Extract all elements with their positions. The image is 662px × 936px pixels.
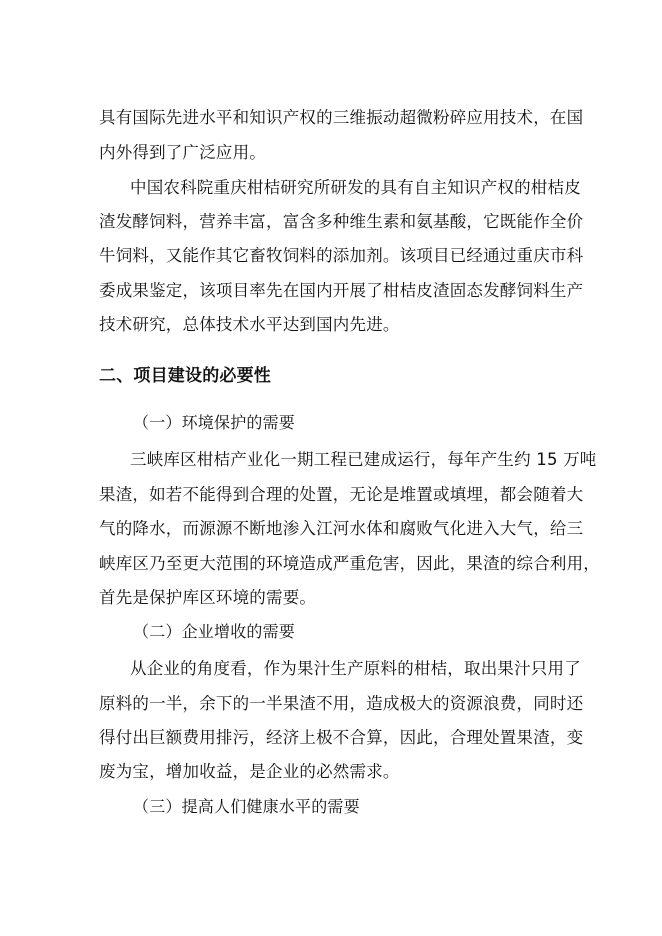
- para1-line-1: 具有国际先进水平和知识产权的三维振动超微粉碎应用技术，在国: [99, 108, 584, 127]
- sub2-line-3: 得付出巨额费用排污，经济上极不合算，因此，合理处置果渣，变: [99, 728, 584, 747]
- sub1-line-1: 三峡库区柑桔产业化一期工程已建成运行，每年产生约 15 万吨: [130, 450, 597, 469]
- sub2-line-4: 废为宝，增加收益，是企业的必然需求。: [99, 762, 400, 781]
- subsection-2-title: （二）企业增收的需要: [133, 622, 296, 641]
- para1-line-2: 内外得到了广泛应用。: [99, 143, 266, 162]
- sub1-line-4: 峡库区乃至更大范围的环境造成严重危害，因此，果渣的综合利用，: [99, 554, 600, 573]
- sub1-line-2: 果渣，如若不能得到合理的处置，无论是堆置或填埋，都会随着大: [99, 485, 584, 504]
- para2-line-1: 中国农科院重庆柑桔研究所研发的具有自主知识产权的柑桔皮: [130, 178, 581, 197]
- subsection-1-title: （一）环境保护的需要: [133, 413, 296, 432]
- para2-line-3: 牛饲料，又能作其它畜牧饲料的添加剂。该项目已经通过重庆市科: [99, 246, 584, 265]
- para2-line-4: 委成果鉴定，该项目率先在国内开展了柑桔皮渣固态发酵饲料生产: [99, 281, 584, 300]
- sub2-line-2: 原料的一半，余下的一半果渣不用，造成极大的资源浪费，同时还: [99, 694, 584, 713]
- para2-line-2: 渣发酵饲料，营养丰富，富含多种维生素和氨基酸，它既能作全价: [99, 212, 584, 231]
- section-heading: 二、项目建设的必要性: [99, 366, 271, 386]
- sub1-line-3: 气的降水，而源源不断地渗入江河水体和腐败气化进入大气，给三: [99, 519, 584, 538]
- sub1-line-5: 首先是保护库区环境的需要。: [99, 588, 317, 607]
- subsection-3-title: （三）提高人们健康水平的需要: [133, 797, 360, 816]
- sub2-line-1: 从企业的角度看，作为果汁生产原料的柑桔，取出果汁只用了: [130, 659, 581, 678]
- para2-line-5: 技术研究，总体技术水平达到国内先进。: [99, 315, 400, 334]
